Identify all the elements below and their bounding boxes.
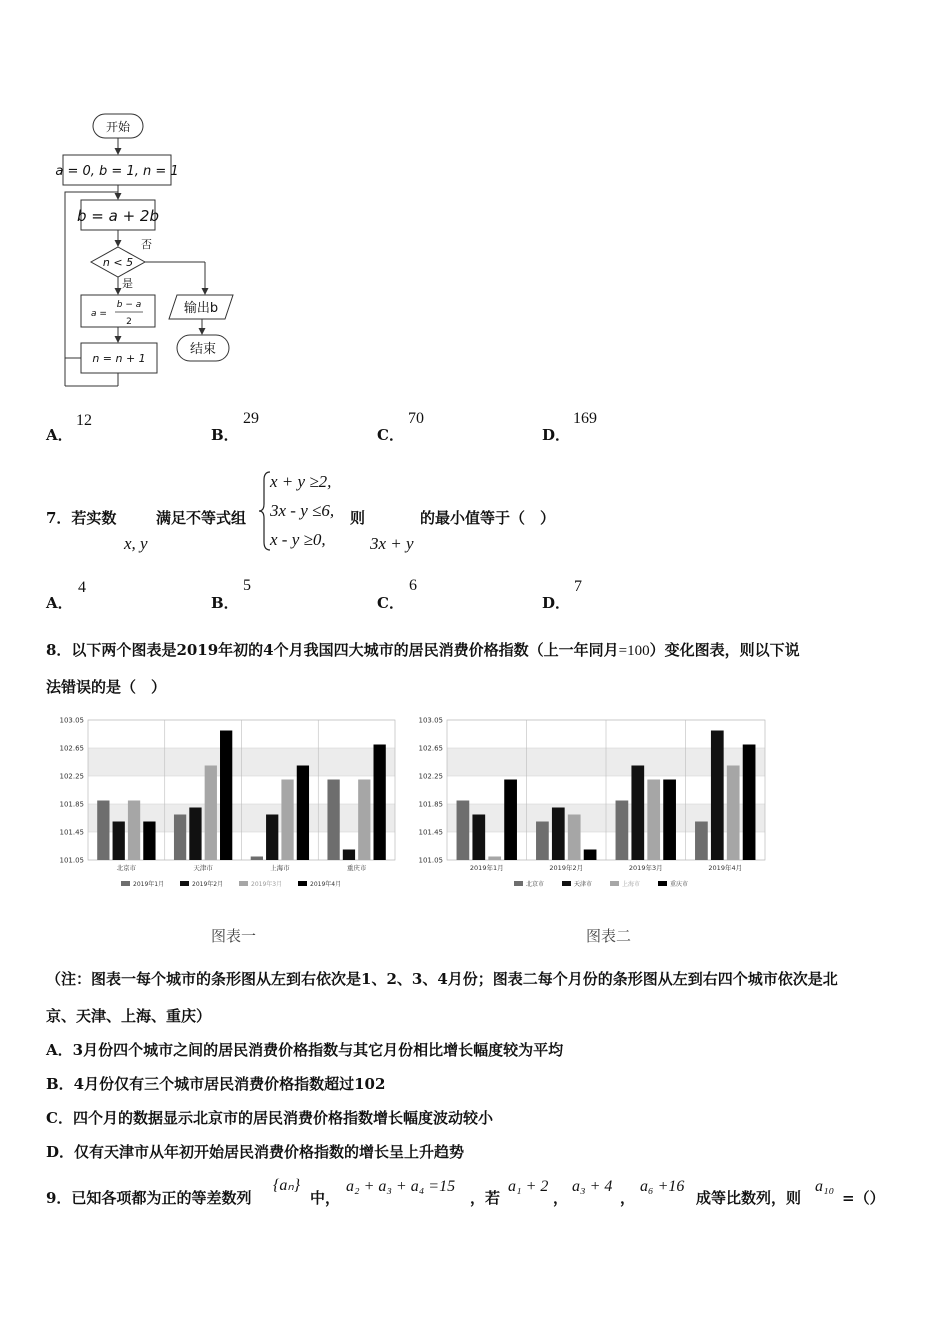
q9-sum: a₂ + a₃ + a₄ =15 bbox=[346, 1178, 456, 1195]
bar bbox=[631, 766, 644, 861]
y-tick-label: 101.05 bbox=[418, 856, 443, 865]
bar bbox=[128, 801, 140, 861]
legend-swatch bbox=[239, 881, 248, 886]
legend-swatch bbox=[658, 881, 667, 886]
q7-option-a[interactable]: A． bbox=[46, 594, 73, 612]
q9-term1: a₁ + 2 bbox=[508, 1178, 549, 1195]
legend-swatch bbox=[514, 881, 523, 886]
option-label: A． bbox=[46, 426, 73, 444]
legend-swatch bbox=[610, 881, 619, 886]
bar bbox=[220, 731, 232, 861]
q8-option-d[interactable]: D．仅有天津市从年初开始居民消费价格指数的增长呈上升趋势 bbox=[46, 1143, 465, 1161]
q6-option-c[interactable] bbox=[377, 424, 404, 445]
y-tick-label: 102.65 bbox=[59, 744, 84, 753]
x-tick-label: 2019年1月 bbox=[469, 864, 504, 872]
option-label: B． bbox=[211, 426, 239, 444]
q9-sep1: ， bbox=[553, 1189, 569, 1207]
q7-option-b[interactable]: B． bbox=[211, 594, 239, 612]
legend-label: 重庆市 bbox=[670, 881, 689, 888]
flow-start-label: 开始 bbox=[105, 120, 131, 134]
bar bbox=[504, 780, 517, 861]
q7-mid: 满足不等式组 bbox=[156, 509, 247, 527]
q7-option-b-value: 5 bbox=[243, 577, 251, 594]
bar bbox=[711, 731, 724, 861]
q9-seq: {aₙ} bbox=[273, 1177, 301, 1194]
flow-yes-label: 是 bbox=[122, 277, 133, 290]
x-tick-label: 2019年3月 bbox=[628, 864, 663, 872]
q9-mid3: 成等比数列，则 bbox=[696, 1189, 802, 1207]
y-tick-label: 102.65 bbox=[418, 744, 443, 753]
y-tick-label: 101.05 bbox=[59, 856, 84, 865]
bar bbox=[584, 850, 597, 861]
flow-init-label: a = 0, b = 1, n = 1 bbox=[55, 164, 179, 179]
legend-swatch bbox=[298, 881, 307, 886]
bar bbox=[143, 822, 155, 861]
q6-option-b[interactable] bbox=[211, 424, 239, 445]
bar bbox=[205, 766, 217, 861]
option-label: D． bbox=[542, 426, 571, 444]
y-tick-label: 102.25 bbox=[59, 772, 84, 781]
legend-label: 2019年3月 bbox=[251, 881, 283, 888]
q8-note-line1: （注：图表一每个城市的条形图从左到右依次是1、2、3、4月份；图表二每个月份的条形图从左到右四个城市依次是北 bbox=[46, 970, 838, 988]
q9-term3: a₆ +16 bbox=[640, 1178, 685, 1195]
flow-output-label: 输出b bbox=[183, 301, 219, 316]
bar bbox=[113, 822, 125, 861]
q7-prefix: 7．若实数 bbox=[46, 509, 117, 527]
legend-swatch bbox=[180, 881, 189, 886]
legend-label: 2019年4月 bbox=[310, 881, 342, 888]
flow-a-lhs: a = bbox=[91, 309, 107, 319]
chart-one-caption: 图表一 bbox=[211, 927, 257, 945]
bar bbox=[568, 815, 581, 861]
flow-assign-b-label: b = a + 2b bbox=[77, 207, 159, 225]
y-tick-label: 102.25 bbox=[418, 772, 443, 781]
chart-one bbox=[55, 715, 400, 895]
q7-constraint-1: x + y ≥2, bbox=[270, 472, 332, 491]
q7-then: 则 bbox=[350, 509, 366, 527]
q8-line1-text: 8．以下两个图表是2019年初的4个月我国四大城市的居民消费价格指数（上一年同月 bbox=[46, 641, 619, 659]
bar bbox=[251, 857, 263, 861]
q6-option-a-value: 12 bbox=[76, 412, 92, 429]
bar bbox=[358, 780, 370, 861]
q6-option-d-value: 169 bbox=[573, 410, 597, 427]
q8-note-line2: 京、天津、上海、重庆） bbox=[46, 1007, 212, 1025]
chart-two-caption: 图表二 bbox=[586, 927, 632, 945]
y-tick-label: 101.85 bbox=[418, 800, 443, 809]
q9-mid1: 中， bbox=[310, 1189, 341, 1207]
q7-option-c-value: 6 bbox=[409, 577, 417, 594]
q9-suffix: =（） bbox=[842, 1189, 885, 1207]
q7-option-d[interactable]: D． bbox=[542, 594, 571, 612]
bar bbox=[281, 780, 293, 861]
x-tick-label: 北京市 bbox=[116, 864, 137, 872]
q7-expr: 3x + y bbox=[370, 534, 414, 553]
chart-two bbox=[414, 715, 769, 895]
legend-swatch bbox=[562, 881, 571, 886]
legend-label: 天津市 bbox=[574, 881, 593, 888]
flow-a-den: 2 bbox=[126, 317, 132, 327]
x-tick-label: 天津市 bbox=[193, 864, 213, 872]
bar bbox=[174, 815, 186, 861]
q9-prefix: 9．已知各项都为正的等差数列 bbox=[46, 1189, 252, 1207]
q8-line2: 法错误的是（ ） bbox=[46, 678, 167, 696]
bar bbox=[695, 822, 708, 861]
q7-option-c[interactable]: C． bbox=[377, 594, 404, 612]
q9-term2: a₃ + 4 bbox=[572, 1178, 613, 1195]
q7-vars: x, y bbox=[124, 534, 148, 553]
q8-option-a[interactable]: A．3月份四个城市之间的居民消费价格指数与其它月份相比增长幅度较为平均 bbox=[46, 1041, 564, 1059]
q8-line1-end: ）变化图表，则以下说 bbox=[649, 641, 800, 659]
flow-end-label: 结束 bbox=[189, 342, 217, 357]
flow-a-num: b − a bbox=[116, 300, 142, 310]
q9-sep2: ， bbox=[620, 1189, 636, 1207]
y-tick-label: 103.05 bbox=[59, 716, 84, 725]
q6-option-b-value: 29 bbox=[243, 410, 259, 427]
bar bbox=[552, 808, 565, 861]
y-tick-label: 103.05 bbox=[418, 716, 443, 725]
q8-line1-ref: =100 bbox=[618, 643, 650, 659]
bar bbox=[743, 745, 756, 861]
flowchart bbox=[55, 105, 255, 395]
q7-constraint-3: x - y ≥0, bbox=[270, 530, 326, 549]
bar bbox=[663, 780, 676, 861]
bar bbox=[297, 766, 309, 861]
bar bbox=[616, 801, 629, 861]
q6-option-a[interactable] bbox=[46, 424, 73, 445]
q8-option-b[interactable]: B．4月份仅有三个城市居民消费价格指数超过102 bbox=[46, 1075, 386, 1093]
q6-option-d[interactable] bbox=[542, 424, 570, 445]
x-tick-label: 重庆市 bbox=[346, 864, 367, 872]
legend-label: 上海市 bbox=[622, 881, 641, 888]
flow-cond-label: n < 5 bbox=[102, 256, 134, 269]
bar bbox=[647, 780, 660, 861]
x-tick-label: 2019年2月 bbox=[549, 864, 584, 872]
y-tick-label: 101.45 bbox=[59, 828, 84, 837]
q8-option-c[interactable]: C．四个月的数据显示北京市的居民消费价格指数增长幅度波动较小 bbox=[46, 1109, 493, 1127]
bar bbox=[97, 801, 109, 861]
bar bbox=[374, 745, 386, 861]
bar bbox=[457, 801, 470, 861]
bar bbox=[472, 815, 485, 861]
legend-label: 2019年1月 bbox=[133, 881, 165, 888]
y-tick-label: 101.85 bbox=[59, 800, 84, 809]
q9-target: a₁₀ bbox=[815, 1178, 835, 1195]
x-tick-label: 2019年4月 bbox=[708, 864, 743, 872]
bar bbox=[266, 815, 278, 861]
q8-line1 bbox=[46, 639, 800, 660]
bar bbox=[488, 857, 501, 861]
bar bbox=[343, 850, 355, 861]
q7-suffix: 的最小值等于（ ） bbox=[420, 509, 556, 527]
legend-swatch bbox=[121, 881, 130, 886]
x-tick-label: 上海市 bbox=[270, 864, 290, 872]
q9-mid2: ，若 bbox=[470, 1189, 501, 1207]
legend-label: 2019年2月 bbox=[192, 881, 224, 888]
q7-option-d-value: 7 bbox=[574, 578, 582, 595]
bar bbox=[327, 780, 339, 861]
bar bbox=[189, 808, 201, 861]
flow-increment-label: n = n + 1 bbox=[92, 352, 146, 365]
q7-constraint-2: 3x - y ≤6, bbox=[270, 501, 335, 520]
legend-label: 北京市 bbox=[526, 881, 545, 888]
flow-no-label: 否 bbox=[141, 238, 152, 251]
bar bbox=[727, 766, 740, 861]
q7-option-a-value: 4 bbox=[78, 579, 86, 596]
q6-option-c-value: 70 bbox=[408, 410, 424, 427]
bar bbox=[536, 822, 549, 861]
option-label: C． bbox=[377, 426, 404, 444]
y-tick-label: 101.45 bbox=[418, 828, 443, 837]
